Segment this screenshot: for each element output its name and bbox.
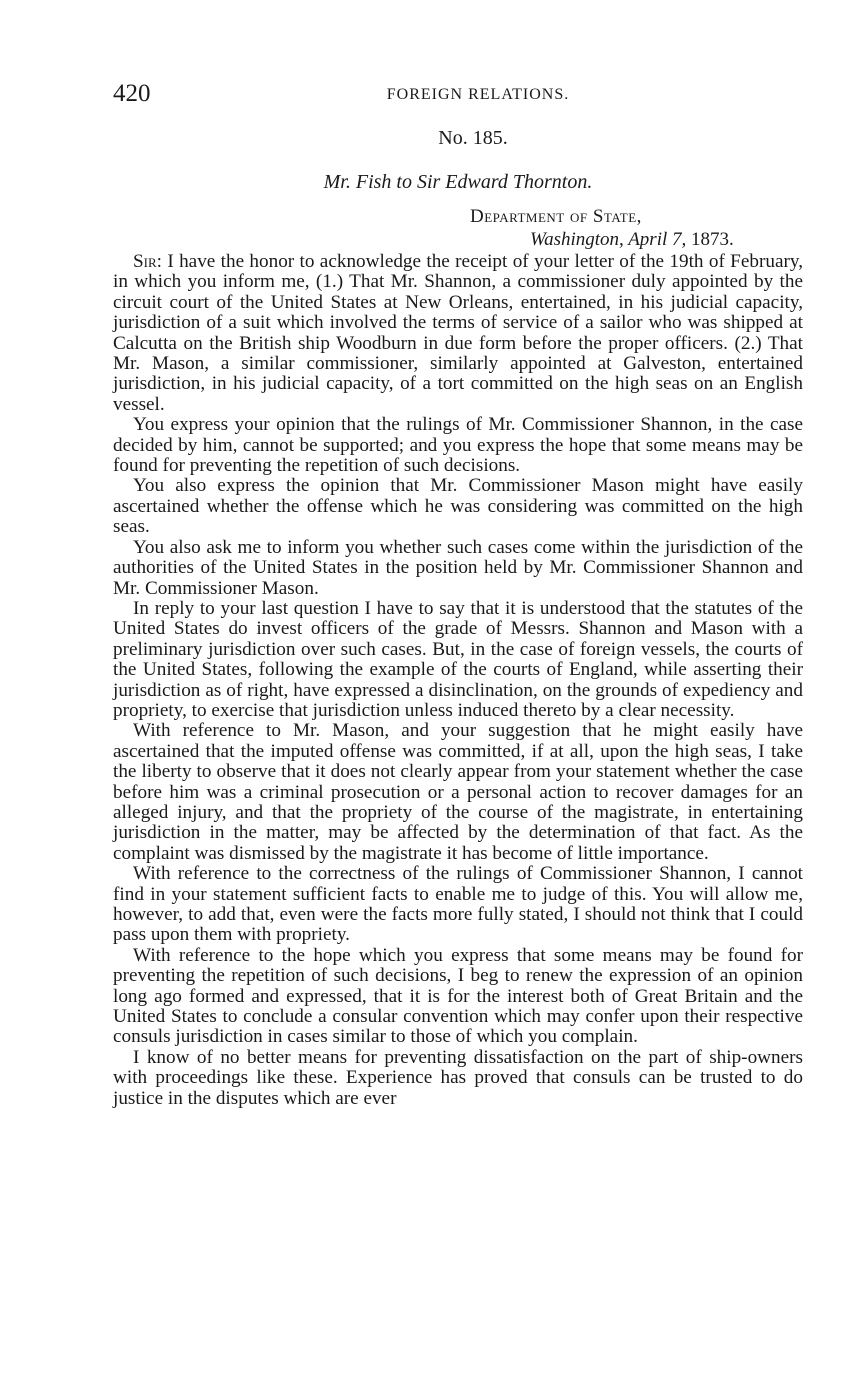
paragraph: With reference to Mr. Mason, and your suggestion that he might easily have ascertained that the imputed offense was committed, if at all, upon the high seas, I take the liberty to observe that it does not clearly appear from your statement whether the case before him was a criminal prosecution or a personal action to recover damages for an alleged injury, and that the propriety of the course of the magistrate, in entertaining jurisdiction in the matter, may be affected by the determination of that fact. As the complaint was dismissed by the magistrate it has become of little importance. [113, 720, 803, 864]
paragraph: Sir: I have the honor to acknowledge the receipt of your letter of the 19th of February, in which you inform me, (1.) That Mr. Shannon, a commissioner duly appointed by the circuit court of the United States at New Orleans, entertained, in his judicial capacity, jurisdiction of a suit which involved the terms of service of a sailor who was shipped at Calcutta on the British ship Woodburn in due form before the proper officers. (2.) That Mr. Mason, a similar commissioner, similarly appointed at Galveston, entertained jurisdiction, in his judicial capacity, of a tort committed on the high seas on an English vessel. [113, 251, 803, 415]
paragraph: You also ask me to inform you whether such cases come within the jurisdiction of the authorities of the United States in the position held by Mr. Commissioner Shannon and Mr. Commissioner Mason. [113, 536, 803, 599]
salutation: Sir: [133, 251, 163, 272]
paragraph: In reply to your last question I have to say that it is understood that the statutes of the United States do invest officers of the grade of Messrs. Shannon and Mason with a preliminary jurisdiction over such cases. But, in the case of foreign vessels, the courts of the United States, following the example of the courts of England, while asserting their jurisdiction as of right, have expressed a disinclination, on the grounds of expediency and propriety, to exercise that jurisdiction unless induced thereto by a clear necessity. [113, 597, 803, 721]
year: 1873. [686, 229, 734, 250]
paragraph: You also express the opinion that Mr. Commissioner Mason might have easily ascertained whether the offense which he was considering was committed on the high seas. [113, 475, 803, 538]
paragraph: You express your opinion that the rulings of Mr. Commissioner Shannon, in the case decided by him, cannot be supported; and you express the hope that some means may be found for preventing the repetition of such decisions. [113, 414, 803, 477]
letter-body [113, 252, 803, 1109]
place-date-line [530, 229, 734, 251]
document-number: No. 185. [438, 127, 508, 149]
paragraph: With reference to the correctness of the rulings of Commissioner Shannon, I cannot find in your statement sufficient facts to enable me to judge of this. You will allow me, however, to add that, even were the facts more fully stated, I should not think that I could pass upon them with propriety. [113, 863, 803, 946]
running-head: FOREIGN RELATIONS. [386, 86, 570, 103]
paragraph: I know of no better means for preventing dissatisfaction on the part of ship-owners with proceedings like these. Experience has proved that consuls can be trusted to do justice in the disputes which are ever [113, 1046, 803, 1109]
place: Washington, April 7, [530, 229, 687, 250]
page-number: 420 [113, 80, 151, 107]
paragraph: With reference to the hope which you express that some means may be found for preventing the repetition of such decisions, I beg to renew the expression of an opinion long ago formed and expressed, that it is for the interest both of Great Britain and the United States to conclude a consular convention which may confer upon their respective consuls jurisdiction in cases similar to those of which you complain. [113, 944, 803, 1048]
page-header [113, 80, 803, 110]
document-title: Mr. Fish to Sir Edward Thornton. [323, 171, 593, 193]
department-line: Department of State, [470, 206, 642, 227]
